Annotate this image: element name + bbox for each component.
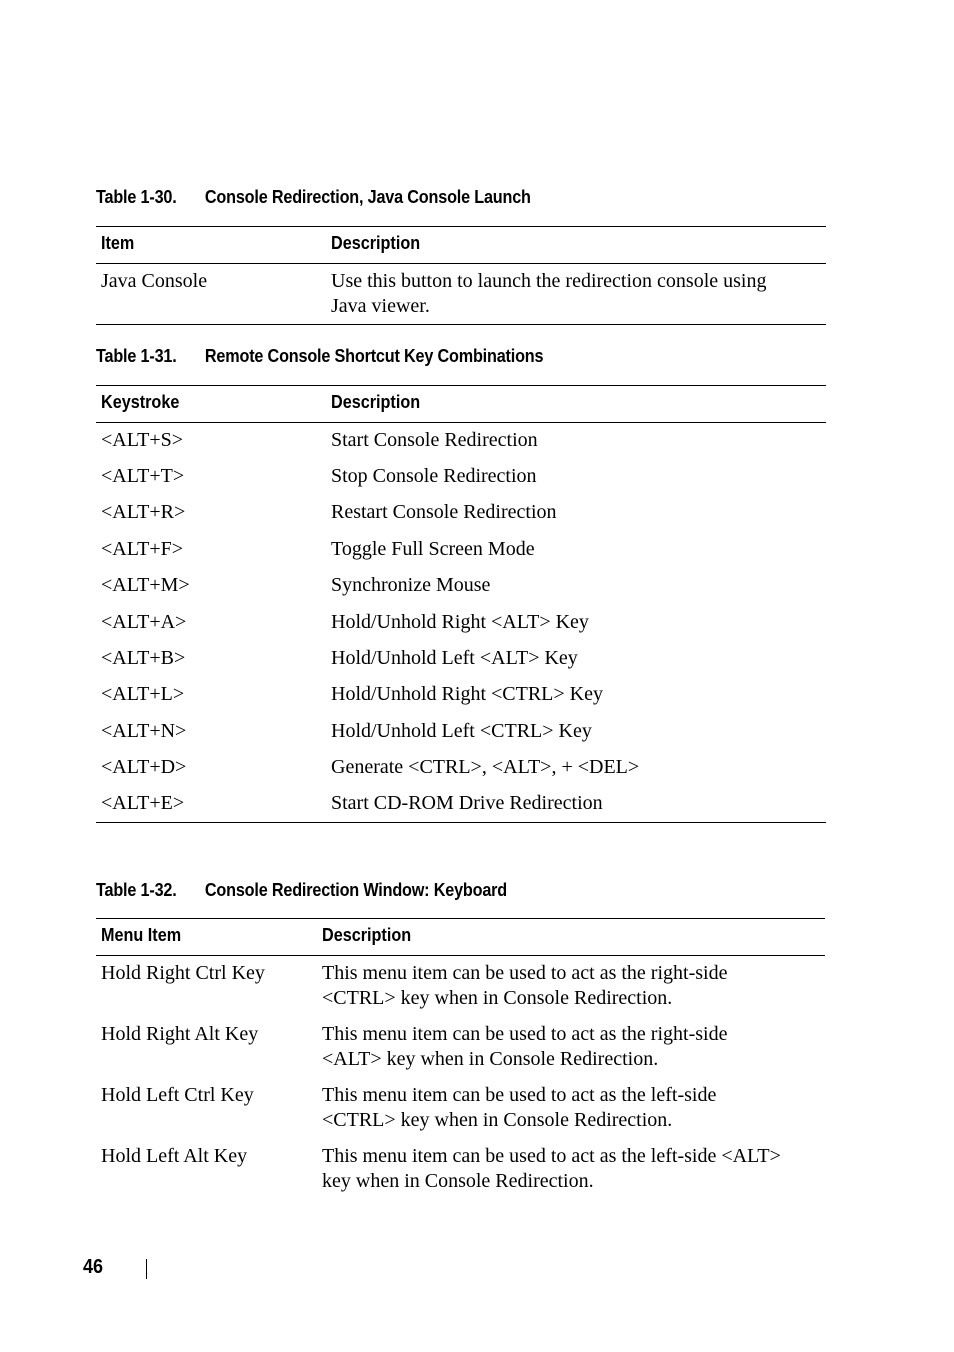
table-32-number: Table 1-32. bbox=[96, 880, 177, 900]
table-30-title: Console Redirection, Java Console Launch bbox=[204, 187, 531, 207]
table-31-title: Remote Console Shortcut Key Combinations bbox=[204, 346, 544, 366]
table-row bbox=[96, 1083, 825, 1133]
description-cell: Hold/Unhold Right <ALT> Key bbox=[331, 611, 589, 633]
table-row bbox=[96, 646, 826, 671]
description-cell: Hold/Unhold Left <CTRL> Key bbox=[331, 720, 592, 742]
description-cell: Hold/Unhold Left <ALT> Key bbox=[331, 647, 578, 669]
keystroke-cell: <ALT+R> bbox=[101, 501, 186, 523]
keystroke-cell: <ALT+F> bbox=[101, 538, 184, 560]
table-32-caption bbox=[96, 880, 507, 901]
keystroke-cell: <ALT+A> bbox=[101, 611, 187, 633]
description-cell: Toggle Full Screen Mode bbox=[331, 538, 535, 560]
table-30-header-description: Description bbox=[331, 233, 421, 253]
table-31-header-description: Description bbox=[331, 392, 421, 412]
menu-item-cell: Hold Left Ctrl Key bbox=[101, 1084, 254, 1106]
keystroke-cell: <ALT+E> bbox=[101, 792, 185, 814]
table-row bbox=[96, 719, 826, 744]
table-row bbox=[96, 428, 826, 453]
description-cell: Generate <CTRL>, <ALT>, + <DEL> bbox=[331, 756, 640, 778]
table-row bbox=[96, 610, 826, 635]
table-32-body bbox=[96, 956, 825, 1206]
table-32-header bbox=[96, 918, 825, 956]
table-row bbox=[96, 1144, 825, 1194]
description-cell: Stop Console Redirection bbox=[331, 465, 537, 487]
table-32 bbox=[96, 918, 825, 1206]
menu-item-cell: Hold Left Alt Key bbox=[101, 1145, 248, 1167]
description-cell: Start Console Redirection bbox=[331, 429, 538, 451]
table-31-number: Table 1-31. bbox=[96, 346, 177, 366]
description-cell: Start CD-ROM Drive Redirection bbox=[331, 792, 603, 814]
description-cell: This menu item can be used to act as the right-side <ALT> key when in Console Redirection. bbox=[322, 1023, 728, 1070]
description-cell: This menu item can be used to act as the left-side <CTRL> key when in Console Redirection. bbox=[322, 1084, 717, 1131]
table-32-title: Console Redirection Window: Keyboard bbox=[204, 880, 508, 900]
table-row bbox=[96, 537, 826, 562]
table-30-header bbox=[96, 226, 826, 264]
table-31-header bbox=[96, 385, 826, 423]
table-30-body bbox=[96, 264, 826, 325]
table-row bbox=[96, 573, 826, 598]
description-cell: Synchronize Mouse bbox=[331, 574, 491, 596]
table-31 bbox=[96, 385, 826, 823]
table-30 bbox=[96, 226, 826, 325]
table-30-caption bbox=[96, 187, 531, 208]
table-31-caption bbox=[96, 346, 543, 367]
description-cell: This menu item can be used to act as the left-side <ALT> key when in Console Redirection. bbox=[322, 1145, 781, 1192]
table-row bbox=[96, 682, 826, 707]
table-row bbox=[96, 1022, 825, 1072]
menu-item-cell: Hold Right Ctrl Key bbox=[101, 962, 265, 984]
description-cell: Restart Console Redirection bbox=[331, 501, 557, 523]
table-row bbox=[96, 791, 826, 816]
keystroke-cell: <ALT+S> bbox=[101, 429, 184, 451]
keystroke-cell: <ALT+L> bbox=[101, 683, 185, 705]
menu-item-cell: Hold Right Alt Key bbox=[101, 1023, 259, 1045]
description-cell: Hold/Unhold Right <CTRL> Key bbox=[331, 683, 604, 705]
table-30-number: Table 1-30. bbox=[96, 187, 177, 207]
table-cell-description: Use this button to launch the redirection console using Java viewer. bbox=[331, 270, 767, 317]
table-32-header-description: Description bbox=[322, 925, 412, 945]
table-32-header-menu-item: Menu Item bbox=[101, 925, 182, 945]
keystroke-cell: <ALT+M> bbox=[101, 574, 190, 596]
table-row bbox=[96, 500, 826, 525]
keystroke-cell: <ALT+N> bbox=[101, 720, 187, 742]
keystroke-cell: <ALT+B> bbox=[101, 647, 186, 669]
footer-divider bbox=[146, 1259, 147, 1279]
keystroke-cell: <ALT+D> bbox=[101, 756, 187, 778]
table-30-header-item: Item bbox=[101, 233, 135, 253]
table-row bbox=[96, 755, 826, 780]
table-row bbox=[96, 264, 826, 324]
page-number: 46 bbox=[83, 1256, 104, 1278]
table-row bbox=[96, 961, 825, 1011]
table-31-header-keystroke: Keystroke bbox=[101, 392, 180, 412]
description-cell: This menu item can be used to act as the right-side <CTRL> key when in Console Redirection. bbox=[322, 962, 728, 1009]
table-row bbox=[96, 464, 826, 489]
table-cell-item: Java Console bbox=[101, 270, 208, 292]
table-31-body bbox=[96, 423, 826, 823]
keystroke-cell: <ALT+T> bbox=[101, 465, 185, 487]
